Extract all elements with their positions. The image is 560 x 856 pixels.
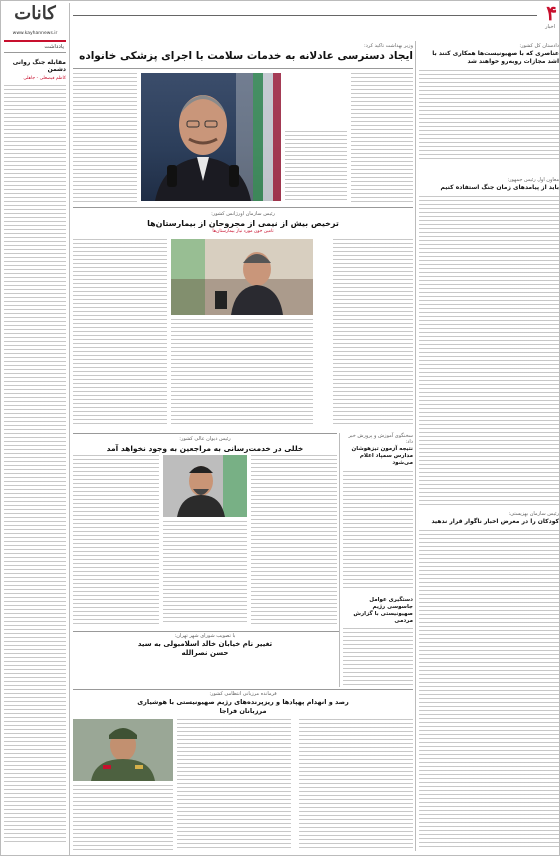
minister-photo [141,73,281,201]
judiciary-story [73,435,337,627]
mid-right-column [343,433,413,687]
judiciary-kicker: رئیس دیوان عالی کشور: [179,436,231,442]
judiciary-body-center [163,521,247,625]
column-label: یادداشت [44,44,64,50]
renaming-story [73,633,337,687]
borders-story [73,691,413,853]
right2-body [419,196,559,506]
commander-photo [73,719,173,781]
judge-photo [163,455,247,517]
midright-kicker: سخنگوی آموزش و پرورش خبر داد: [348,433,413,445]
logo-text: کانات [14,3,56,24]
main-story [73,43,413,205]
portrait-illustration [141,73,281,201]
hospital-story [73,209,413,429]
judiciary-body-right [251,455,337,625]
hospital-body-right [333,239,413,427]
main-kicker: وزیر بهداشت تاکید کرد: [363,43,413,49]
right-column-story2 [419,177,559,507]
hospital-body-center [171,319,313,427]
main-body-right [351,73,413,203]
header-rule [73,15,537,16]
borders-body-mid [177,719,291,851]
newspaper-logo [4,3,66,33]
right-lower-body [419,530,559,850]
borders-body-right [299,719,413,851]
page-header [73,3,559,31]
right1-kicker: دادستان کل کشور: [519,43,559,49]
small-body [343,628,413,688]
official-photo [171,239,313,315]
borders-body-left [73,785,173,851]
judiciary-body-left [73,455,159,625]
borders-headline: رصد و انهدام پهپادها و ریزپرنده‌های رژیم صهیونیستی با هوشیاری مرزبانان فراجا [137,698,349,715]
judiciary-headline: خللی در خدمت‌رسانی به مراجعین به وجود نخواهد آمد [106,444,304,453]
renaming-kicker: با تصویب شورای شهر تهران: [174,633,236,639]
column-author: کاظم فیصعلی - جاهلی [23,76,66,81]
right1-body [419,70,559,162]
right2-kicker: معاون اول رئیس جمهور: [507,177,559,183]
midright-headline: نتیجه آزمون تیزهوشان مدارس سمپاد اعلام می‌شود [351,446,413,466]
small-headline: دستگیری عوامل جاسوسی رژیم صهیونیستی با گزارش مردمی [353,597,413,624]
hospital-subline: تامین خون مورد نیاز بیمارستان‌ها [212,229,274,234]
right-lower-kicker: رئیس سازمان بهزیستی: [508,511,559,517]
left-column [4,3,66,855]
midright-body [343,471,413,591]
right-column-lower [419,511,559,853]
site-url: www.kayhannews.ir [12,31,58,36]
renaming-headline: تغییر نام خیابان خالد اسلامبولی به سید حسن نصرالله [137,640,273,657]
column-body [4,85,66,845]
right1-headline: عناصری که با صهیونیست‌ها همکاری کنند با اشد مجازات روبه‌رو خواهند شد [432,50,559,65]
hospital-headline: ترخیص بیش از نیمی از مجروحان از بیمارستان‌ها [147,219,339,228]
page-number: ۴ [546,1,557,25]
main-headline: ایجاد دسترسی عادلانه به خدمات سلامت با اجرای پزشکی خانواده [79,50,413,62]
main-body-left [73,73,137,203]
main-body-mid [285,131,347,203]
section-label: اخبار [545,24,555,30]
column-title: مقابله جنگ روانی دشمن [12,59,66,73]
hospital-body-left [73,239,167,427]
borders-kicker: فرمانده مرزبانی انتظامی کشور: [209,691,277,697]
right-column-top [419,43,559,175]
hospital-kicker: رئیس سازمان اورژانس کشور: [211,211,275,217]
right-lower-headline: کودکان را در معرض اخبار ناگوار قرار ندهید [431,518,559,525]
right2-headline: باید از پیامدهای زمان جنگ استفاده کنیم [440,184,559,191]
